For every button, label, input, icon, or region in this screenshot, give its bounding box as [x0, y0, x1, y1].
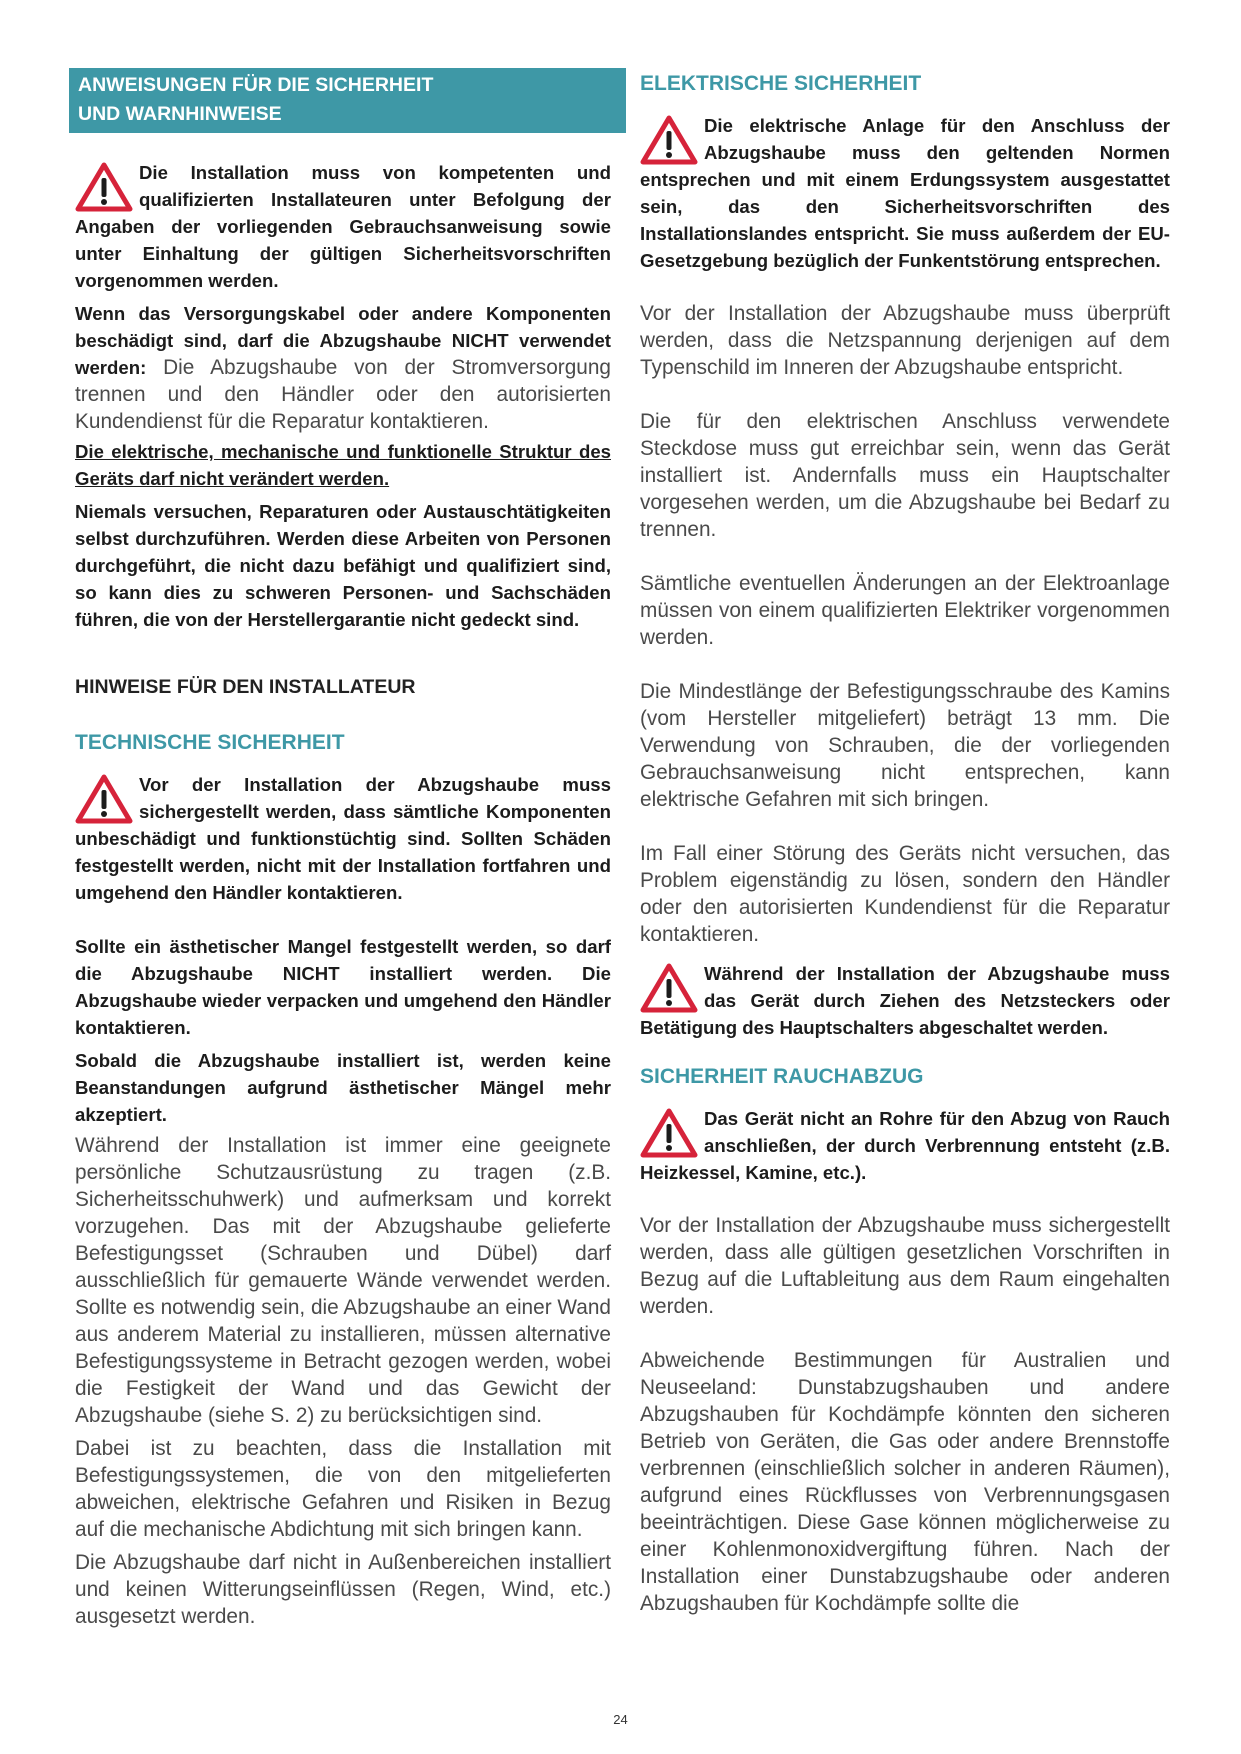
- warning-text: Die elektrische Anlage für den Anschluss der Abzugshaube muss den geltenden Normen entsprechen und mit einem Erdungssystem ausgestattet sein, das den Sicherheitsvorschriften des Installationslandes entspricht. Sie muss außerdem der EU-Gesetzgebung bezüglich der Funkentstörung entsprechen.: [640, 115, 1170, 271]
- warning-block: [640, 112, 1170, 274]
- paragraph-rest: Die Abzugshaube von der Stromversorgung trennen und den Händler oder den autorisierten Kundendienst für die Reparatur kontaktieren.: [75, 356, 611, 433]
- section-banner: [69, 68, 626, 133]
- banner-line: ANWEISUNGEN FÜR DIE SICHERHEIT: [78, 74, 434, 96]
- warning-icon: [640, 114, 698, 166]
- paragraph: Sämtliche eventuellen Änderungen an der Elektroanlage müssen von einem qualifizierten Elektriker vorgenommen werden.: [640, 572, 1170, 649]
- paragraph: Vor der Installation der Abzugshaube muss überprüft werden, dass die Netzspannung derjenigen auf dem Typenschild im Inneren der Abzugshaube entspricht.: [640, 302, 1170, 379]
- paragraph: Im Fall einer Störung des Geräts nicht versuchen, das Problem eigenständig zu lösen, sondern den Händler oder den autorisierten Kundendienst für die Reparatur kontaktieren.: [640, 842, 1170, 946]
- warning-icon: [75, 161, 133, 213]
- paragraph: Abweichende Bestimmungen für Australien und Neuseeland: Dunstabzugshauben und andere Abzugshauben für Kochdämpfe könnten den sicheren Betrieb von Geräten, die Gas oder andere Brennstoffe verbrennen (einschließlich solcher in anderen Räumen), aufgrund eines Rückflusses von Verbrennungsgasen beeinträchtigen. Diese Gase können möglicherweise zu einer Kohlenmonoxidvergiftung führen. Nach der Installation einer Dunstabzugshaube oder anderen Abzugshauben für Kochdämpfe sollte die: [640, 1349, 1170, 1615]
- paragraph: Sobald die Abzugshaube installiert ist, werden keine Beanstandungen aufgrund ästhetischer Mängel mehr akzeptiert.: [75, 1050, 611, 1125]
- warning-block: [75, 771, 611, 906]
- section-heading: HINWEISE FÜR DEN INSTALLATEUR: [75, 676, 416, 698]
- paragraph: Niemals versuchen, Reparaturen oder Austauschtätigkeiten selbst durchzuführen. Werden diese Arbeiten von Personen durchgeführt, die nicht dazu befähigt und qualifiziert sind, so kann dies zu schweren Personen- und Sachschäden führen, die von der Herstellergarantie nicht gedeckt sind.: [75, 501, 611, 630]
- paragraph: Die Mindestlänge der Befestigungsschraube des Kamins (vom Hersteller mitgeliefert) beträgt 13 mm. Die Verwendung von Schrauben, die der vorliegenden Gebrauchsanweisung nicht entsprechen, kann elektrische Gefahren mit sich bringen.: [640, 680, 1170, 811]
- warning-text: Die Installation muss von kompetenten und qualifizierten Installateuren unter Befolgung der Angaben der vorliegenden Gebrauchsanweisung sowie unter Einhaltung der gültigen Sicherheitsvorschriften vorgenommen werden.: [75, 162, 611, 291]
- page-number: 24: [613, 1712, 628, 1727]
- paragraph: Während der Installation ist immer eine geeignete persönliche Schutzausrüstung zu tragen (z.B. Sicherheitsschuhwerk) und aufmerksam und korrekt vorzugehen. Das mit der Abzugshaube gelieferte Befestigungsset (Schrauben und Dübel) darf ausschließlich für gemauerte Wände verwendet werden. Sollte es notwendig sein, die Abzugshaube an einer Wand aus anderem Material zu installieren, müssen alternative Befestigungssysteme in Betracht gezogen werden, wobei die Festigkeit der Wand und das Gewicht der Abzugshaube (siehe S. 2) zu berücksichtigen sind.: [75, 1134, 611, 1427]
- section-heading: ELEKTRISCHE SICHERHEIT: [640, 72, 922, 95]
- paragraph: [75, 300, 611, 435]
- paragraph: Die Abzugshaube darf nicht in Außenbereichen installiert und keinen Witterungseinflüssen (Regen, Wind, etc.) ausgesetzt werden.: [75, 1551, 611, 1628]
- warning-block: [640, 960, 1170, 1041]
- warning-icon: [640, 962, 698, 1014]
- warning-text: Das Gerät nicht an Rohre für den Abzug von Rauch anschließen, der durch Verbrennung entsteht (z.B. Heizkessel, Kamine, etc.).: [640, 1108, 1170, 1183]
- warning-block: [640, 1105, 1170, 1186]
- paragraph: Die für den elektrischen Anschluss verwendete Steckdose muss gut erreichbar sein, wenn das Gerät installiert ist. Andernfalls muss ein Hauptschalter vorgesehen werden, um die Abzugshaube bei Bedarf zu trennen.: [640, 410, 1170, 541]
- left-column: [75, 68, 611, 1630]
- section-heading: SICHERHEIT RAUCHABZUG: [640, 1065, 924, 1088]
- warning-icon: [75, 773, 133, 825]
- warning-block: [75, 159, 611, 294]
- underlined-notice: Die elektrische, mechanische und funktionelle Struktur des Geräts darf nicht verändert werden.: [75, 441, 611, 489]
- paragraph: Sollte ein ästhetischer Mangel festgestellt werden, so darf die Abzugshaube NICHT installiert werden. Die Abzugshaube wieder verpacken und umgehend den Händler kontaktieren.: [75, 936, 611, 1038]
- banner-line: UND WARNHINWEISE: [78, 103, 282, 125]
- section-heading: TECHNISCHE SICHERHEIT: [75, 731, 345, 754]
- warning-text: Während der Installation der Abzugshaube muss das Gerät durch Ziehen des Netzsteckers oder Betätigung des Hauptschalters abgeschaltet werden.: [640, 963, 1170, 1038]
- warning-text: Vor der Installation der Abzugshaube muss sichergestellt werden, dass sämtliche Komponenten unbeschädigt und funktionstüchtig sind. Sollten Schäden festgestellt werden, nicht mit der Installation fortfahren und umgehend den Händler kontaktieren.: [75, 774, 611, 903]
- right-column: [640, 68, 1170, 1617]
- bold-lead: Wenn das Versorgungskabel oder andere Komponenten beschädigt sind, darf die Abzugshaube NICHT verwendet werden:: [75, 303, 611, 378]
- warning-icon: [640, 1107, 698, 1159]
- paragraph: Vor der Installation der Abzugshaube muss sichergestellt werden, dass alle gültigen gesetzlichen Vorschriften in Bezug auf die Luftableitung aus dem Raum eingehalten werden.: [640, 1214, 1170, 1318]
- paragraph: Dabei ist zu beachten, dass die Installation mit Befestigungssystemen, die von den mitgelieferten abweichen, elektrische Gefahren und Risiken in Bezug auf die mechanische Abdichtung mit sich bringen kann.: [75, 1437, 611, 1541]
